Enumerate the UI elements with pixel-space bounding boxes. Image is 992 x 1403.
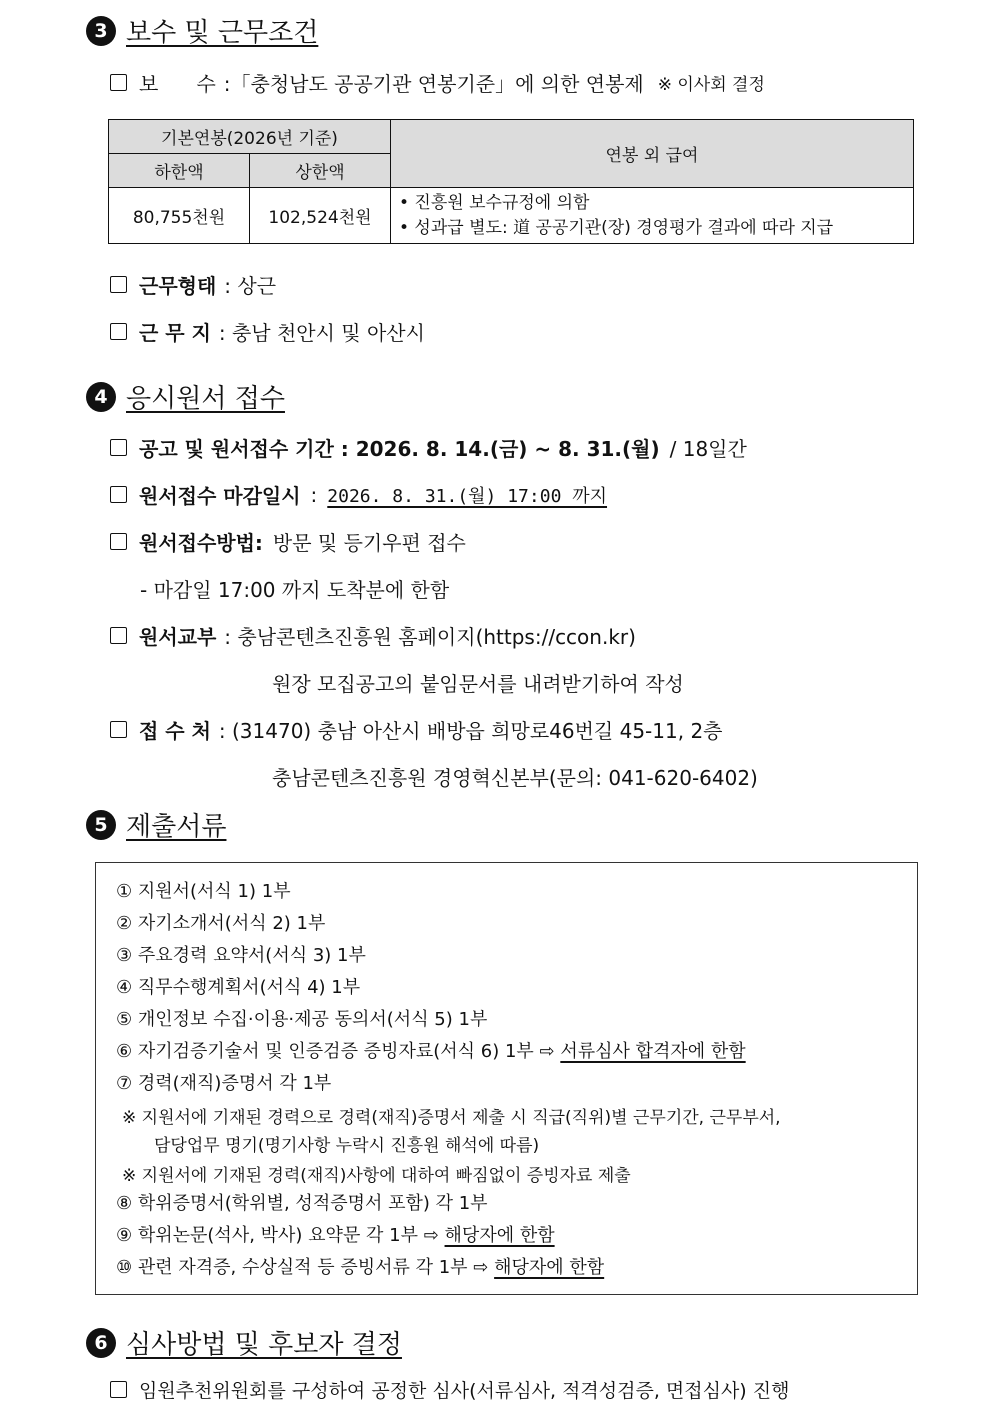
checkbox-square [110,439,127,456]
section-6-heading [86,1324,402,1361]
document-item-condition: 서류심사 합격자에 한함 [560,1041,746,1062]
other-pay-bullet: • 진흥원 보수규정에 의함 [399,192,590,213]
checkbox-square [110,627,127,644]
method-sub-line: - 마감일 17:00 까지 도착분에 한함 [140,578,450,602]
document-item-6 [116,1037,746,1063]
deadline-value: 2026. 8. 31.(월) 17:00 까지 [327,485,608,507]
deadline-line [110,480,607,509]
method-line [110,527,466,556]
receipt-line [110,715,723,744]
work-type-label: 근무형태 [139,274,217,298]
max-header: 상한액 [250,154,391,188]
deadline-colon: : [310,482,318,507]
pay-label: 보 수 [139,72,216,96]
document-item-9 [116,1221,555,1247]
receipt-office: 충남콘텐츠진흥원 경영혁신본부(문의: 041-620-6402) [272,766,758,790]
method-label: 원서접수방법: [139,531,263,555]
min-header: 하한액 [109,154,250,188]
distribution-label: 원서교부 [139,625,217,649]
documents-box [95,862,918,1295]
period-line [110,433,747,462]
document-item: ⑧ 학위증명서(학위별, 성적증명서 포함) 각 1부 [116,1193,488,1214]
section-number-badge: 5 [86,810,116,840]
work-place-line [110,317,425,346]
work-place-value: : 충남 천안시 및 아산시 [218,321,425,345]
other-pay-header: 연봉 외 급여 [391,120,914,188]
base-salary-header: 기본연봉(2026년 기준) [109,120,391,154]
review-text: 임원추천위원회를 구성하여 공정한 심사(서류심사, 적격성검증, 면접심사) 진행 [139,1380,790,1402]
pay-text: :「충청남도 공공기관 연봉기준」에 의한 연봉제 [223,72,644,96]
document-item: ③ 주요경력 요약서(서식 3) 1부 [116,945,366,966]
work-type-line [110,270,276,299]
document-item-text: ⑥ 자기검증기술서 및 인증검증 증빙자료(서식 6) 1부 ⇨ [116,1041,555,1062]
section-4-heading [86,378,285,415]
max-value: 102,524천원 [250,188,391,244]
document-item: ④ 직무수행계획서(서식 4) 1부 [116,977,361,998]
document-item: ⑦ 경력(재직)증명서 각 1부 [116,1073,332,1094]
section-5-heading [86,806,226,843]
document-item: ⑤ 개인정보 수집·이용·제공 동의서(서식 5) 1부 [116,1009,488,1030]
other-pay-cell [391,188,914,244]
pay-line [110,68,765,97]
min-value: 80,755천원 [109,188,250,244]
section-number-badge: 4 [86,382,116,412]
section-title: 응시원서 접수 [126,384,285,414]
section-number-badge: 6 [86,1328,116,1358]
section-title: 제출서류 [126,812,227,842]
document-item: ① 지원서(서식 1) 1부 [116,881,291,902]
document-item-condition: 해당자에 한함 [444,1225,555,1246]
distribution-line [110,621,636,650]
checkbox-square [110,486,127,503]
checkbox-square [110,1381,127,1398]
checkbox-square [110,721,127,738]
checkbox-square [110,323,127,340]
document-item-text: ⑨ 학위논문(석사, 박사) 요약문 각 1부 ⇨ [116,1225,439,1246]
review-line [110,1376,789,1403]
distribution-line-2: 원장 모집공고의 붙임문서를 내려받기하여 작성 [272,672,684,696]
receipt-address: : (31470) 충남 아산시 배방읍 희망로46번길 45-11, 2층 [218,719,723,743]
receipt-label: 접 수 처 [139,719,211,743]
section-title: 보수 및 근무조건 [126,18,319,48]
work-type-value: : 상근 [224,274,277,298]
document-item-text: ⑩ 관련 자격증, 수상실적 등 증빙서류 각 1부 ⇨ [116,1257,489,1278]
pay-note: ※ 이사회 결정 [657,75,765,95]
period-text: 공고 및 원서접수 기간 : 2026. 8. 14.(금) ~ 8. 31.(월) [139,437,660,461]
document-note-cont: 담당업무 명기(명기사항 누락시 진흥원 해석에 따름) [154,1136,540,1156]
salary-table [108,119,914,244]
method-value: 방문 및 등기우편 접수 [272,531,466,555]
section-3-heading [86,12,318,49]
checkbox-square [110,533,127,550]
work-place-label: 근 무 지 [139,321,211,345]
section-number-badge: 3 [86,16,116,46]
checkbox-square [110,74,127,91]
section-title: 심사방법 및 후보자 결정 [126,1330,402,1360]
document-note: ※ 지원서에 기재된 경력(재직)사항에 대하여 빠짐없이 증빙자료 제출 [122,1166,631,1186]
other-pay-bullet: • 성과급 별도: 道 공공기관(장) 경영평가 결과에 따라 지급 [399,217,834,238]
period-days: / 18일간 [669,437,747,461]
deadline-label: 원서접수 마감일시 [139,484,301,508]
document-item: ② 자기소개서(서식 2) 1부 [116,913,326,934]
checkbox-square [110,276,127,293]
document-note: ※ 지원서에 기재된 경력으로 경력(재직)증명서 제출 시 직급(직위)별 근무기간, 근무부서, [122,1108,781,1128]
document-item-condition: 해당자에 한함 [494,1257,605,1278]
distribution-value: : 충남콘텐츠진흥원 홈페이지(https://ccon.kr) [224,625,636,649]
document-item-10 [116,1253,604,1279]
